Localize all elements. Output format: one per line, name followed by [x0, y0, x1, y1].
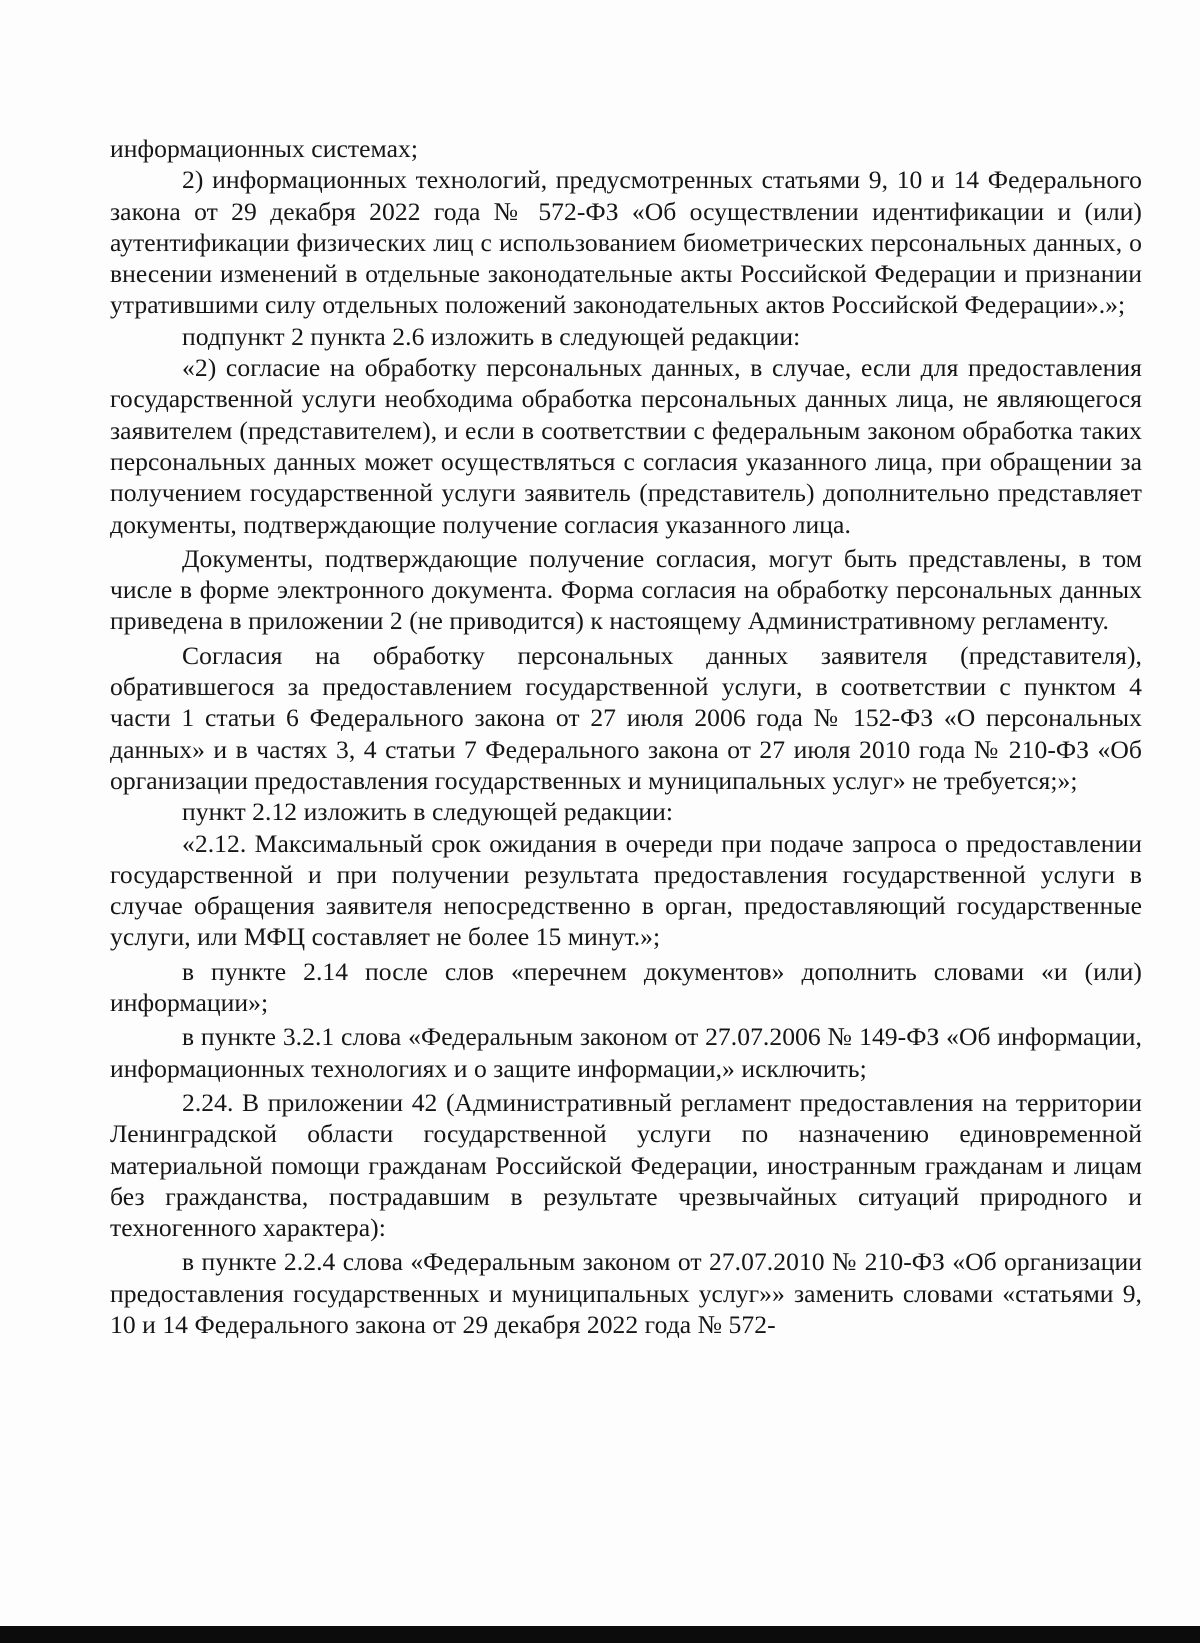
- paragraph-waiting-time: «2.12. Максимальный срок ожидания в очереди при подаче запроса о предоставлении государственной и при получении результата предоставления государственной услуги в случае обращения заявителя непосредственно в орган, предоставляющий государственные услуги, или МФЦ составляет не более 15 минут.»;: [110, 828, 1142, 952]
- paragraph-item-2-technologies: 2) информационных технологий, предусмотренных статьями 9, 10 и 14 Федерального закона от 29 декабря 2022 года № 572-ФЗ «Об осуществлении идентификации и (или) аутентификации физических лиц с использованием биометрических персональных данных, о внесении изменений в отдельные законодательные акты Российской Федерации и признании утратившими силу отдельных положений законодательных актов Российской Федерации».»;: [110, 165, 1142, 320]
- paragraph-amend-2-14: в пункте 2.14 после слов «перечнем документов» дополнить словами «и (или) информации»;: [110, 956, 1142, 1018]
- paragraph-amend-2-2-4: в пункте 2.2.4 слова «Федеральным законом от 27.07.2010 № 210-ФЗ «Об организации предоставления государственных и муниципальных услуг»» заменить словами «статьями 9, 10 и 14 Федерального закона от 29 декабря 2022 года № 572-: [110, 1247, 1142, 1339]
- document-body: [110, 133, 1142, 1340]
- paragraph-consent-not-required: Согласия на обработку персональных данных заявителя (представителя), обратившегося за предоставлением государственной услуги, в соответствии с пунктом 4 части 1 статьи 6 Федерального закона от 27 июля 2006 года № 152-ФЗ «О персональных данных» и в частях 3, 4 статьи 7 Федерального закона от 27 июля 2010 года № 210-ФЗ «Об организации предоставления государственных и муниципальных услуг» не требуется;»;: [110, 640, 1142, 795]
- paragraph-amend-3-2-1: в пункте 3.2.1 слова «Федеральным законом от 27.07.2006 № 149-ФЗ «Об информации, информационных технологиях и о защите информации,» исключить;: [110, 1022, 1142, 1083]
- paragraph-consent-documents: Документы, подтверждающие получение согласия, могут быть представлены, в том числе в форме электронного документа. Форма согласия на обработку персональных данных приведена в приложении 2 (не приводится) к настоящему Административному регламенту.: [110, 543, 1142, 636]
- paragraph-continuation: информационных системах;: [110, 134, 418, 163]
- scan-edge-band: [0, 1626, 1200, 1643]
- paragraph-amend-2-6: подпункт 2 пункта 2.6 изложить в следующей редакции:: [182, 321, 801, 351]
- paragraph-consent-clause: «2) согласие на обработку персональных данных, в случае, если для предоставления государственной услуги необходима обработка персональных данных лица, не являющегося заявителем (представителем), и если в соответствии с федеральным законом обработка таких персональных данных может осуществляться с согласия указанного лица, при обращении за получением государственной услуги заявитель (представитель) дополнительно представляет документы, подтверждающие получение согласия указанного лица.: [110, 353, 1142, 539]
- paragraph-appendix-42: 2.24. В приложении 42 (Административный регламент предоставления на территории Ленинградской области государственной услуги по назначению единовременной материальной помощи гражданам Российской Федерации, иностранным гражданам и лицам без гражданства, пострадавшим в результате чрезвычайных ситуаций природного и техногенного характера):: [110, 1087, 1142, 1243]
- paragraph-amend-2-12: пункт 2.12 изложить в следующей редакции:: [182, 797, 674, 827]
